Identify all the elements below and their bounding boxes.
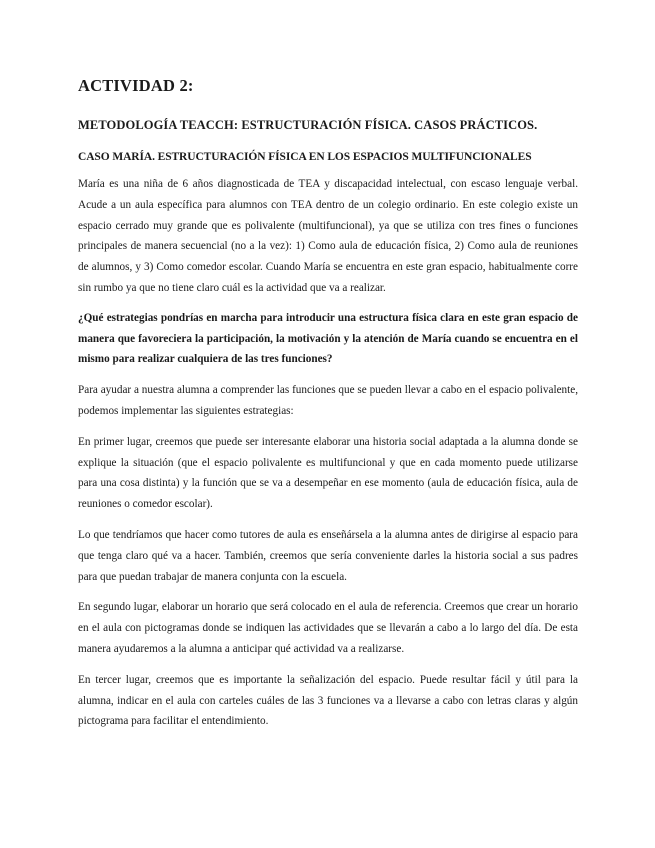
document-page <box>78 70 578 732</box>
strategy-3-paragraph: En tercer lugar, creemos que es importante la señalización del espacio. Puede resultar fácil y útil para la alumna, indicar en el aula con carteles cuáles de las 3 funciones va a llevarse a cabo con letras claras y algún pictograma para facilitar el entendimiento. <box>78 673 578 728</box>
strategy-2-paragraph: En segundo lugar, elaborar un horario que será colocado en el aula de referencia. Creemos que crear un horario en el aula con pictogramas donde se indiquen las actividades que se llevarán a cabo a lo largo del día. De esta manera ayudaremos a la alumna a anticipar qué actividad va a realizarse. <box>78 601 578 655</box>
strategy-1-followup-paragraph: Lo que tendríamos que hacer como tutores de aula es enseñársela a la alumna antes de dirigirse al espacio para que tenga claro qué va a hacer. También, creemos que sería conveniente darles la historia social a sus padres para que puedan trabajar de manera conjunta con la escuela. <box>78 528 578 583</box>
methodology-title: METODOLOGÍA TEACCH: ESTRUCTURACIÓN FÍSICA. CASOS PRÁCTICOS. <box>78 118 538 132</box>
case-title: CASO MARÍA. ESTRUCTURACIÓN FÍSICA EN LOS ESPACIOS MULTIFUNCIONALES <box>78 151 532 163</box>
strategy-1-paragraph: En primer lugar, creemos que puede ser interesante elaborar una historia social adaptada a la alumna donde se explique la situación (que el espacio polivalente es multifuncional y que en cada momento puede utilizarse para una cosa distinta) y la función que se va a desempeñar en ese momento (aula de educación física, aula de reuniones o comedor escolar). <box>78 435 578 511</box>
case-description: María es una niña de 6 años diagnosticada de TEA y discapacidad intelectual, con escaso lenguaje verbal. Acude a un aula específica para alumnos con TEA dentro de un colegio ordinario. En este colegio existe un espacio cerrado muy grande que es polivalente (multifuncional), ya que se utiliza con tres fines o funciones principales de manera secuencial (no a la vez): 1) Como aula de educación física, 2) Como aula de reuniones de alumnos, y 3) Como comedor escolar. Cuando María se encuentra en este gran espacio, habitualmente corre sin rumbo ya que no tiene claro cuál es la actividad que va a realizar. <box>78 178 578 294</box>
activity-title: ACTIVIDAD 2: <box>78 76 194 95</box>
question: ¿Qué estrategias pondrías en marcha para introducir una estructura física clara en este gran espacio de manera que favoreciera la participación, la motivación y la atención de María cuando se encuentra en el mismo para realizar cualquiera de las tres funciones? <box>78 311 578 366</box>
intro-paragraph: Para ayudar a nuestra alumna a comprender las funciones que se pueden llevar a cabo en el espacio polivalente, podemos implementar las siguientes estrategias: <box>78 384 578 417</box>
